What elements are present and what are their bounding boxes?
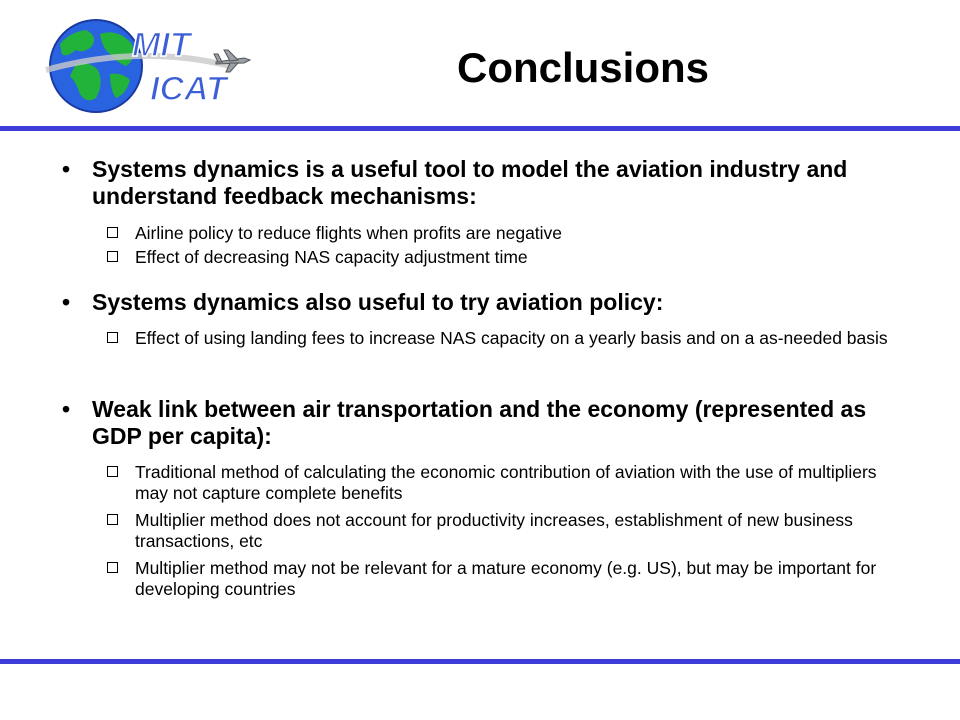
page-title: Conclusions <box>456 44 710 91</box>
logo-text-icat: ICAT <box>150 70 227 108</box>
sub-item-text: Airline policy to reduce flights when profits are negative <box>135 223 563 243</box>
square-bullet-icon <box>107 514 118 525</box>
square-bullet-icon <box>107 227 118 238</box>
bottom-divider <box>0 659 960 664</box>
bullet-dot-icon: • <box>62 396 71 422</box>
sub-item-text: Effect of using landing fees to increase NAS capacity on a yearly basis and on a as-needed basis <box>135 328 888 348</box>
square-bullet-icon <box>107 251 118 262</box>
bullet-text: Weak link between air transportation and the economy (represented as GDP per capita): <box>92 396 867 449</box>
sub-item-text: Traditional method of calculating the economic contribution of aviation with the use of multipliers may not capture complete benefits <box>135 462 877 503</box>
bullet-dot-icon: • <box>62 156 71 182</box>
sub-item-text: Effect of decreasing NAS capacity adjustment time <box>135 247 528 267</box>
sub-item-text: Multiplier method may not be relevant for a mature economy (e.g. US), but may be important for developing countries <box>135 558 877 599</box>
logo-text-mit: MIT <box>132 26 191 64</box>
bullet-dot-icon: • <box>62 289 71 315</box>
square-bullet-icon <box>107 332 118 343</box>
bullet-text: Systems dynamics also useful to try aviation policy: <box>92 289 664 315</box>
square-bullet-icon <box>107 562 118 573</box>
sub-item-text: Multiplier method does not account for productivity increases, establishment of new business transactions, etc <box>135 510 853 551</box>
square-bullet-icon <box>107 466 118 477</box>
bullet-text: Systems dynamics is a useful tool to model the aviation industry and understand feedback mechanisms: <box>92 156 848 209</box>
